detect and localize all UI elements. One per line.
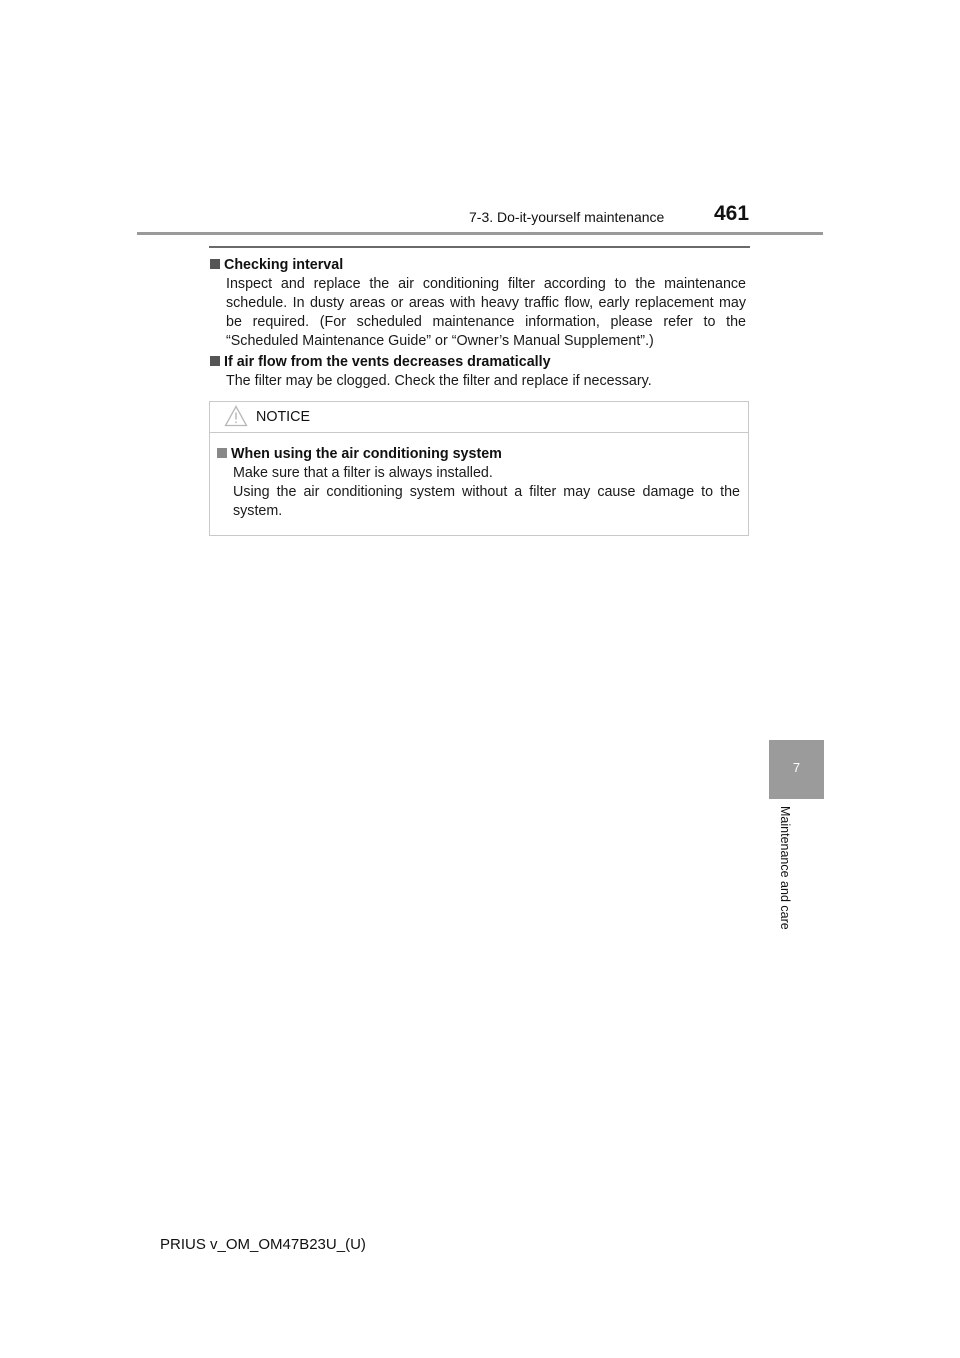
section-air-flow: [210, 353, 746, 391]
section-title-text: Checking interval: [224, 257, 344, 273]
warning-triangle-icon: [224, 405, 248, 432]
notice-box: [209, 401, 749, 536]
square-bullet-icon: [210, 259, 220, 269]
section-title: [210, 353, 746, 372]
section-body: Inspect and replace the air conditioning filter according to the maintenance schedule. In dusty areas or areas with heavy traffic flow, early replacement may be required. (For scheduled maintenance information, please refer to the “Scheduled Maintenance Guide” or “Owner’s Manual Supplement”.): [226, 276, 746, 349]
notice-content: [217, 445, 740, 521]
chapter-label: Maintenance and care: [778, 806, 792, 930]
notice-line: Make sure that a filter is always installed.: [233, 465, 493, 481]
notice-title-text: When using the air conditioning system: [231, 446, 502, 462]
section-body: The filter may be clogged. Check the filter and replace if necessary.: [226, 373, 652, 389]
section-checking-interval: [210, 256, 746, 351]
footer-doc-code: PRIUS v_OM_OM47B23U_(U): [160, 1236, 366, 1253]
notice-header: [210, 402, 748, 433]
section-title-text: If air flow from the vents decreases dramatically: [224, 354, 551, 370]
header-divider: [137, 232, 823, 235]
section-title: [210, 256, 746, 275]
page-number: 461: [714, 202, 750, 225]
square-bullet-icon: [217, 448, 227, 458]
notice-line: Using the air conditioning system without a filter may cause damage to the system.: [233, 484, 740, 519]
chapter-number: 7: [792, 760, 801, 775]
notice-title: [217, 445, 740, 464]
chapter-tab: [769, 740, 824, 799]
content-top-rule: [209, 246, 750, 248]
square-bullet-icon: [210, 356, 220, 366]
notice-label: NOTICE: [256, 409, 311, 425]
running-header-section: 7-3. Do-it-yourself maintenance: [469, 209, 665, 225]
